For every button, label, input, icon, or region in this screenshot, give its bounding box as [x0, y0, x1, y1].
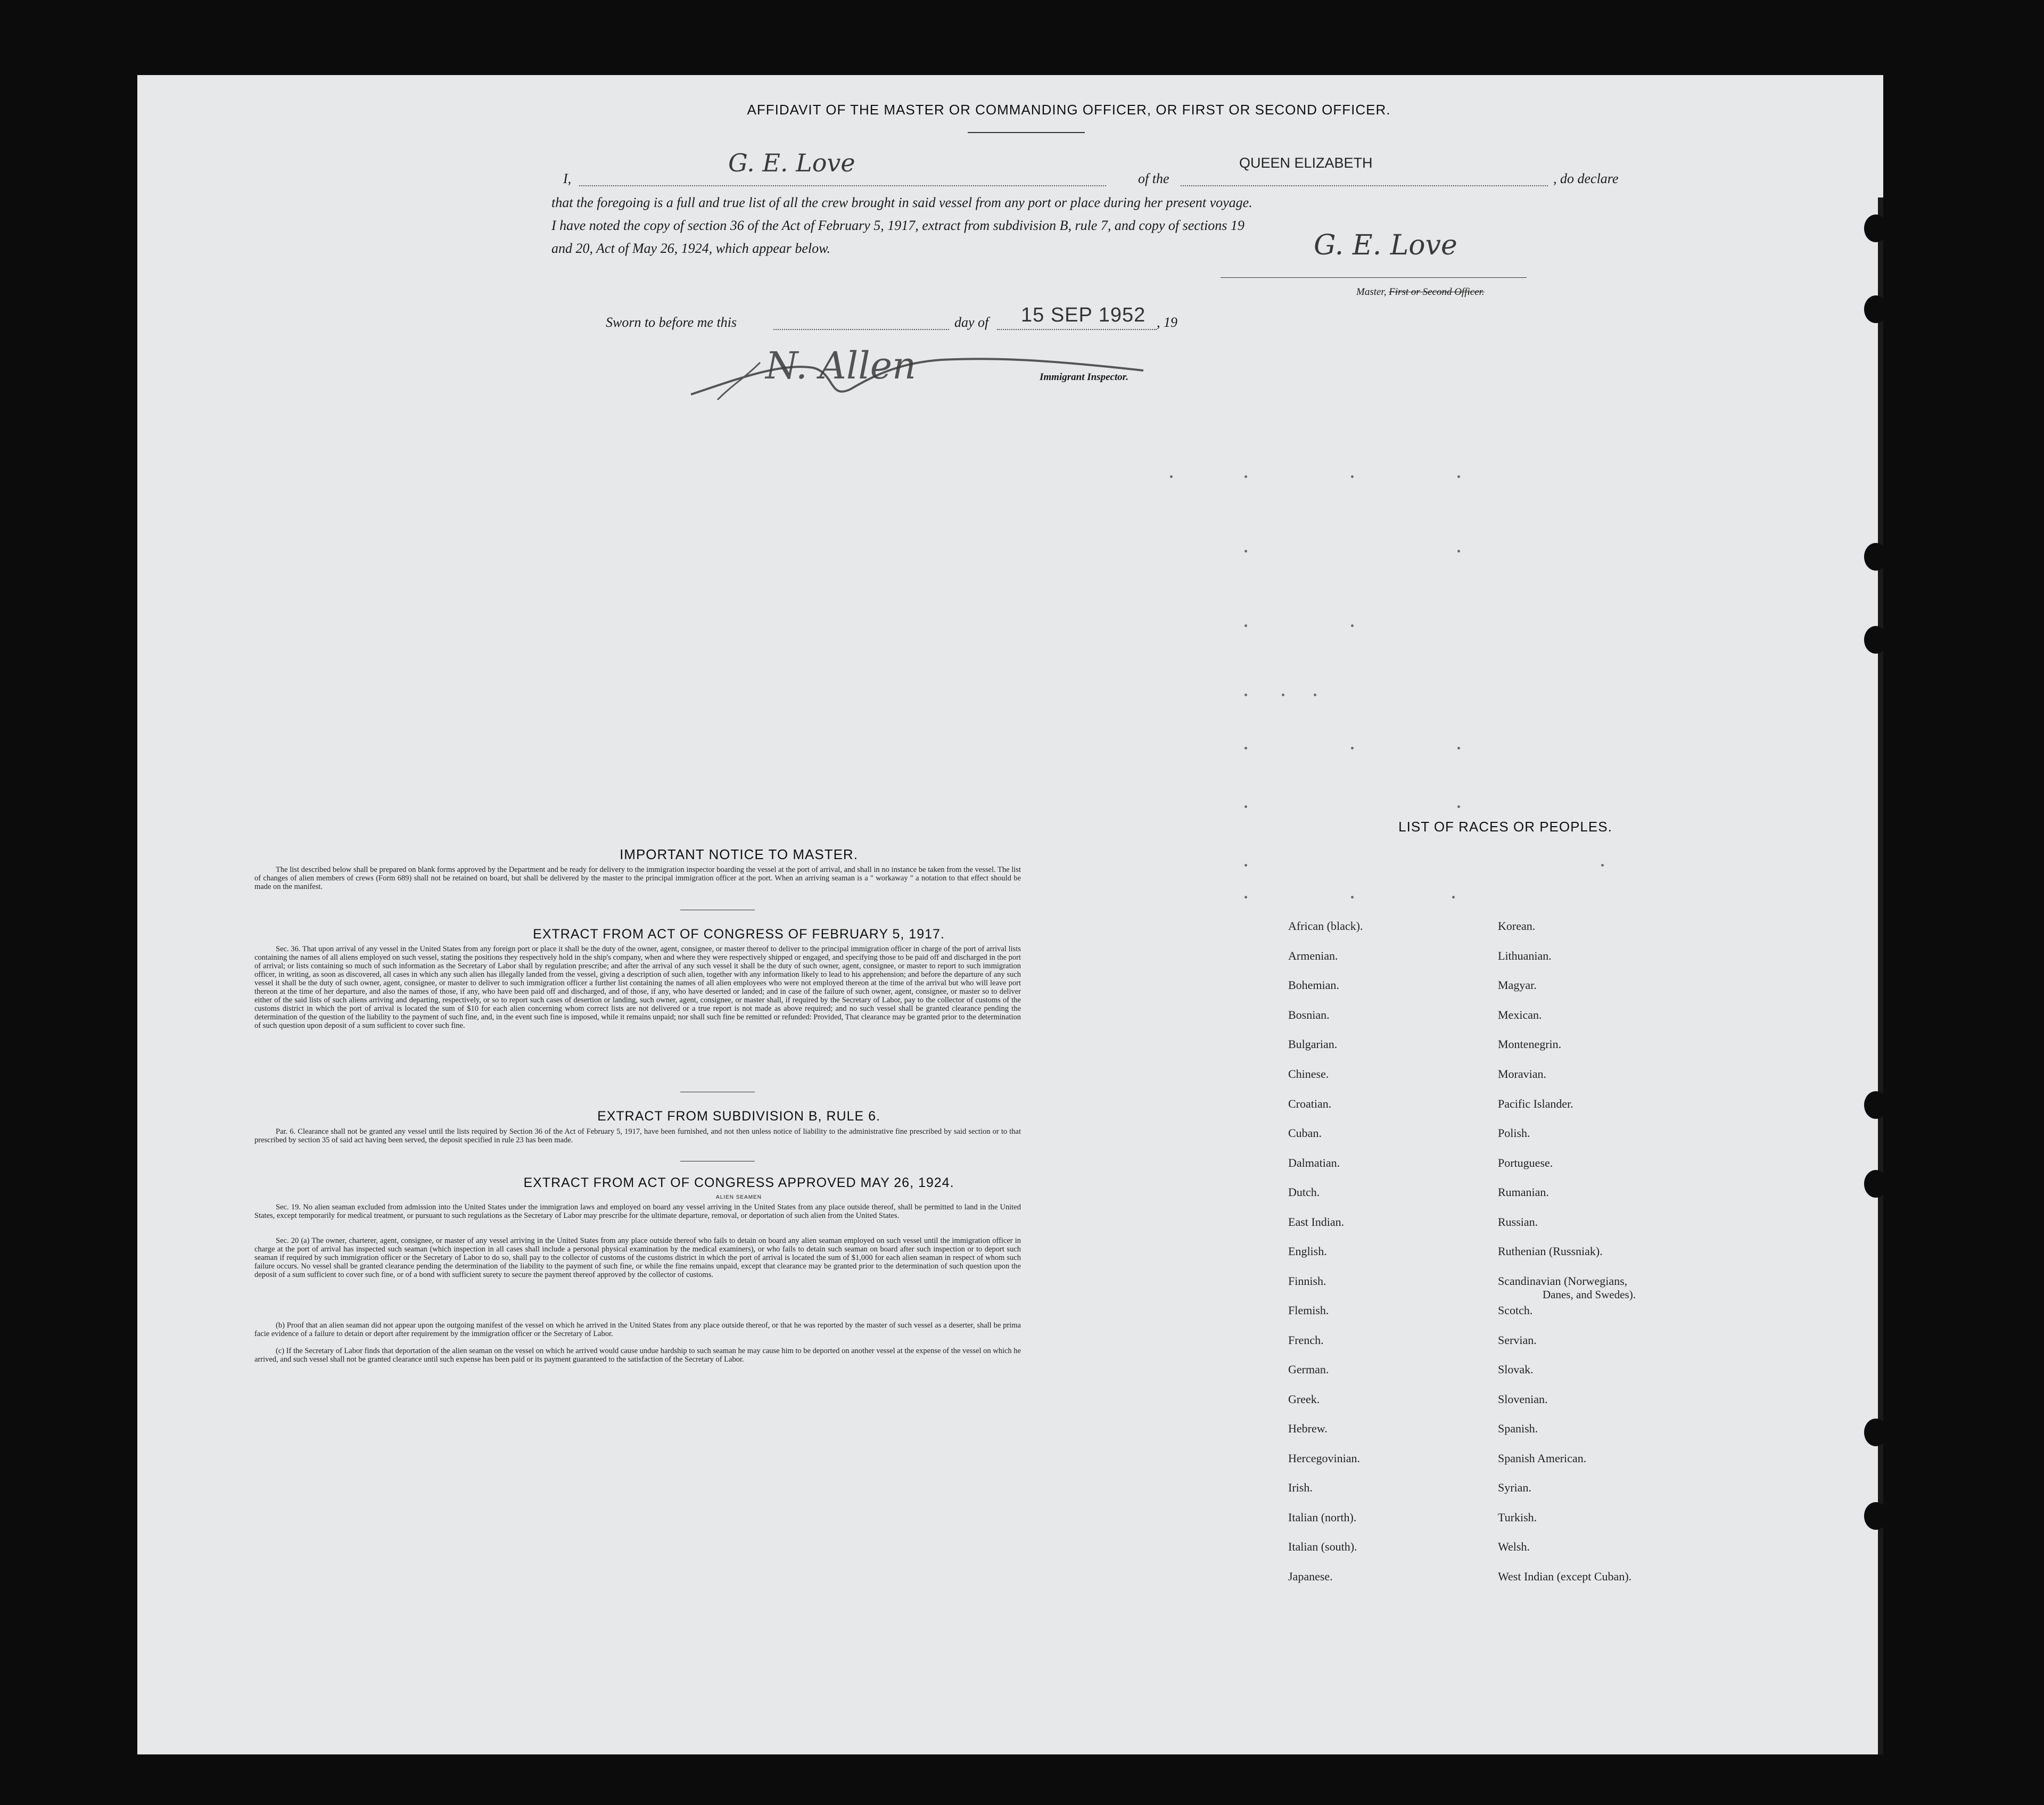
extract-1924-sec19: Sec. 19. No alien seaman excluded from admission into the United States under the immigration laws and employed on board any vessel arriving in the United States from any place outside thereof, shall be permitted to land in the United States, except temporarily for medical treatment, or pursuant to such regulations as the Secretary of Labor may prescribe for the ultimate departure, removal, or deportation of such alien from the United States.: [254, 1203, 1021, 1220]
race-item: Bulgarian.: [1288, 1037, 1338, 1051]
race-item: Dalmatian.: [1288, 1156, 1340, 1169]
bleed-dot: [1351, 747, 1354, 749]
race-item: Korean.: [1498, 919, 1536, 933]
race-item: Montenegrin.: [1498, 1037, 1562, 1051]
bleed-dot: [1457, 747, 1460, 749]
extract-1924-subtitle: ALIEN SEAMEN: [716, 1194, 762, 1200]
race-item: East Indian.: [1288, 1215, 1345, 1229]
master-caption-label: Master,: [1356, 286, 1387, 298]
bleed-dot: [1170, 475, 1173, 478]
race-item: Spanish American.: [1498, 1452, 1587, 1465]
bleed-dot: [1457, 805, 1460, 808]
year-label: , 19: [1157, 315, 1177, 330]
race-item: Lithuanian.: [1498, 949, 1552, 962]
race-item: Slovenian.: [1498, 1392, 1548, 1406]
bleed-dot: [1452, 896, 1455, 899]
race-item: Slovak.: [1498, 1363, 1534, 1376]
race-item: Italian (north).: [1288, 1511, 1357, 1524]
sworn-month-line: [997, 329, 1157, 330]
bleed-dot: [1601, 864, 1604, 867]
race-item: Japanese.: [1288, 1570, 1333, 1583]
race-item: Rumanian.: [1498, 1185, 1549, 1199]
race-item: Croatian.: [1288, 1097, 1332, 1110]
master-caption-struck: First or Second Officer.: [1389, 286, 1485, 298]
date-stamp: 15 SEP 1952: [1021, 304, 1146, 326]
inspector-signature: N. Allen: [765, 344, 917, 388]
race-item: Moravian.: [1498, 1067, 1547, 1081]
vessel-line: [1181, 185, 1548, 186]
race-item: Welsh.: [1498, 1540, 1530, 1553]
subdivision-body: Par. 6. Clearance shall not be granted any vessel until the lists required by Section 36 of the Act of February 5, 1917, have been furnished, and not then unless notice of liability to the administrative fine prescribed by said section or to that prescribed by section 35 of said act having been served, the deposit specified in rule 23 has been made.: [254, 1127, 1021, 1144]
bleed-dot: [1314, 694, 1316, 696]
race-item: Dutch.: [1288, 1185, 1320, 1199]
race-item: Servian.: [1498, 1333, 1537, 1347]
race-item-continuation: Danes, and Swedes).: [1543, 1288, 1636, 1301]
race-item: Hercegovinian.: [1288, 1452, 1360, 1465]
binder-hole: [1864, 543, 1888, 571]
extract-1924-title: EXTRACT FROM ACT OF CONGRESS APPROVED MAY 26, 1924.: [523, 1175, 954, 1190]
do-declare-label: , do declare: [1553, 171, 1619, 186]
binder-hole: [1864, 1419, 1888, 1446]
race-item: Irish.: [1288, 1481, 1313, 1494]
binder-hole: [1864, 1170, 1888, 1198]
bleed-dot: [1282, 694, 1284, 696]
race-item: Magyar.: [1498, 978, 1537, 992]
race-item: Cuban.: [1288, 1126, 1322, 1140]
race-item: West Indian (except Cuban).: [1498, 1570, 1632, 1583]
master-caption: [1356, 286, 1485, 298]
bleed-dot: [1244, 694, 1247, 696]
affidavit-title: AFFIDAVIT OF THE MASTER OR COMMANDING OFFICER, OR FIRST OR SECOND OFFICER.: [747, 102, 1391, 118]
master-signature: G. E. Love: [1314, 229, 1457, 261]
race-item: Syrian.: [1498, 1481, 1531, 1494]
declarant-prefix: I,: [563, 171, 572, 186]
binder-hole: [1864, 295, 1888, 323]
sworn-day-line: [773, 329, 949, 330]
extract-1917-body: Sec. 36. That upon arrival of any vessel in the United States from any foreign port or place it shall be the duty of the owner, agent, consignee, or master thereof to deliver to the principal immigration officer in charge of the port of arrival lists containing the names of all aliens employed on such vessel, stating the positions they respectively hold in the ship's company, when and where they were respectively shipped or engaged, and specifying those to be paid off and discharged in the port of arrival; or lists containing so much of such information as the Secretary of Labor shall by regulation prescribe; and after the arrival of any such vessel it shall be the duty of such owner, agent, consignee, or master to report to such immigration officer, in writing, as soon as discovered, all cases in which any such alien has illegally landed from the vessel, giving a description of such alien, together with any information likely to lead to his apprehension; and before the departure of any such vessel it shall be the duty of such owner, agent, consignee, or master to deliver to such immigration officer a further list containing the names of all alien employees who were not employed thereon at the time of the arrival but who will leave port thereon at the time of her departure, and also the names of those, if any, who have been paid off and discharged, and of those, if any, who have deserted or landed; and in case of the failure of such owner, agent, consignee, or master so to deliver either of the said lists of such aliens arriving and departing, respectively, or so to report such cases of desertion or landing, such owner, agent, consignee, or master shall, if required by the Secretary of Labor, pay to the collector of customs of the customs district in which the port of arrival is located the sum of $10 for each alien concerning whom correct lists are not delivered or a true report is not made as above required; and no such vessel shall be granted clearance pending the determination of the question of the liability to the payment of such fine, and, in the event such fine is imposed, while it remains unpaid; nor shall such fine be remitted or refunded: Provided, That clearance may be granted prior to the determination of such question upon deposit of a sum sufficient to cover such fine.: [254, 945, 1021, 1030]
bleed-dot: [1244, 624, 1247, 627]
bleed-dot: [1244, 805, 1247, 808]
race-item: Polish.: [1498, 1126, 1530, 1140]
race-item: African (black).: [1288, 919, 1363, 933]
races-title: LIST OF RACES OR PEOPLES.: [1398, 819, 1612, 835]
race-item: Russian.: [1498, 1215, 1538, 1229]
bleed-dot: [1351, 896, 1354, 899]
bleed-dot: [1244, 747, 1247, 749]
bleed-dot: [1244, 864, 1247, 867]
binder-hole: [1864, 215, 1888, 242]
race-item: Scotch.: [1498, 1304, 1533, 1317]
race-item: Ruthenian (Russniak).: [1498, 1244, 1603, 1258]
document-page: [137, 75, 1883, 1754]
race-item: Chinese.: [1288, 1067, 1329, 1081]
binder-hole: [1864, 1502, 1888, 1530]
master-signature-line: [1221, 277, 1527, 278]
vessel-name: QUEEN ELIZABETH: [1239, 155, 1373, 171]
bleed-dot: [1244, 550, 1247, 553]
binder-hole: [1864, 626, 1888, 654]
title-underline: [968, 132, 1085, 133]
officer-signature: G. E. Love: [728, 149, 855, 177]
notice-title: IMPORTANT NOTICE TO MASTER.: [620, 846, 858, 862]
race-item: English.: [1288, 1244, 1327, 1258]
declaration-line-4: and 20, Act of May 26, 1924, which appear below.: [551, 241, 831, 256]
inspector-caption: Immigrant Inspector.: [1040, 372, 1128, 383]
race-item: Armenian.: [1288, 949, 1338, 962]
declaration-line-2: that the foregoing is a full and true list of all the crew brought in said vessel from any port or place during her present voyage.: [551, 195, 1252, 210]
bleed-dot: [1244, 896, 1247, 899]
race-item: Scandinavian (Norwegians,: [1498, 1274, 1628, 1288]
race-item: Italian (south).: [1288, 1540, 1357, 1553]
day-of-label: day of: [954, 315, 989, 330]
bleed-dot: [1244, 475, 1247, 478]
race-item: French.: [1288, 1333, 1324, 1347]
bleed-dot: [1351, 624, 1354, 627]
sworn-label: Sworn to before me this: [606, 315, 737, 330]
race-item: Portuguese.: [1498, 1156, 1553, 1169]
extract-1924-sec20b: (b) Proof that an alien seaman did not appear upon the outgoing manifest of the vessel on which he arrived in the United States from any place outside thereof, or that he was reported by the master of such vessel as a deserter, shall be prima facie evidence of a failure to detain or deport after requirement by the immigration officer or the Secretary of Labor.: [254, 1321, 1021, 1338]
bleed-dot: [1351, 475, 1354, 478]
race-item: Finnish.: [1288, 1274, 1326, 1288]
race-item: German.: [1288, 1363, 1329, 1376]
race-item: Bohemian.: [1288, 978, 1339, 992]
bleed-dot: [1457, 475, 1460, 478]
declaration-line-3: I have noted the copy of section 36 of the Act of February 5, 1917, extract from subdivision B, rule 7, and copy of sections 19: [551, 218, 1244, 233]
race-item: Spanish.: [1498, 1422, 1538, 1435]
race-item: Bosnian.: [1288, 1008, 1330, 1021]
race-item: Hebrew.: [1288, 1422, 1328, 1435]
subdivision-title: EXTRACT FROM SUBDIVISION B, RULE 6.: [597, 1109, 880, 1124]
bleed-dot: [1457, 550, 1460, 553]
binder-hole: [1864, 1091, 1888, 1119]
notice-body: The list described below shall be prepared on blank forms approved by the Department and be ready for delivery to the immigration inspector boarding the vessel at the port of arrival, and shall in no instance be taken from the vessel. The list of changes of alien members of crews (Form 689) shall not be retained on board, but shall be delivered by the master to the principal immigration officer at the port. When an arriving seaman is a " workaway " a notation to that effect should be made on the manifest.: [254, 866, 1021, 891]
declarant-line: [579, 185, 1106, 186]
race-item: Mexican.: [1498, 1008, 1542, 1021]
race-item: Flemish.: [1288, 1304, 1329, 1317]
extract-1917-title: EXTRACT FROM ACT OF CONGRESS OF FEBRUARY 5, 1917.: [533, 927, 945, 942]
race-item: Greek.: [1288, 1392, 1320, 1406]
race-item: Pacific Islander.: [1498, 1097, 1573, 1110]
extract-1924-sec20a: Sec. 20 (a) The owner, charterer, agent, consignee, or master of any vessel arriving in the United States from any place outside thereof who fails to detain on board any alien seaman employed on such vessel until the immigration officer in charge at the port of arrival has inspected such seaman (which inspection in all cases shall include a personal physical examination by the medical examiners), or who fails to detain such seaman on board after such inspection or to deport such seaman if required by such immigration officer or the Secretary of Labor to do so, shall pay to the collector of customs of the customs district in which the port of arrival is located the sum of $1,000 for each alien seaman in respect of whom such failure occurs. No vessel shall be granted clearance pending the determination of the liability to the payment of such fine, or while the fine remains unpaid, except that clearance may be granted prior to the determination of such question upon the deposit of a sum sufficient to cover such fine, or of a bond with sufficient surety to secure the payment thereof approved by the collector of customs.: [254, 1237, 1021, 1279]
of-the-label: of the: [1138, 171, 1169, 186]
race-item: Turkish.: [1498, 1511, 1537, 1524]
extract-1924-sec20c: (c) If the Secretary of Labor finds that deportation of the alien seaman on the vessel on which he arrived would cause undue hardship to such seaman he may cause him to be deported on another vessel at the expense of the vessel on which he arrived, and such vessel shall not be granted clearance until such expense has been paid or its payment guaranteed to the satisfaction of the Secretary of Labor.: [254, 1347, 1021, 1364]
